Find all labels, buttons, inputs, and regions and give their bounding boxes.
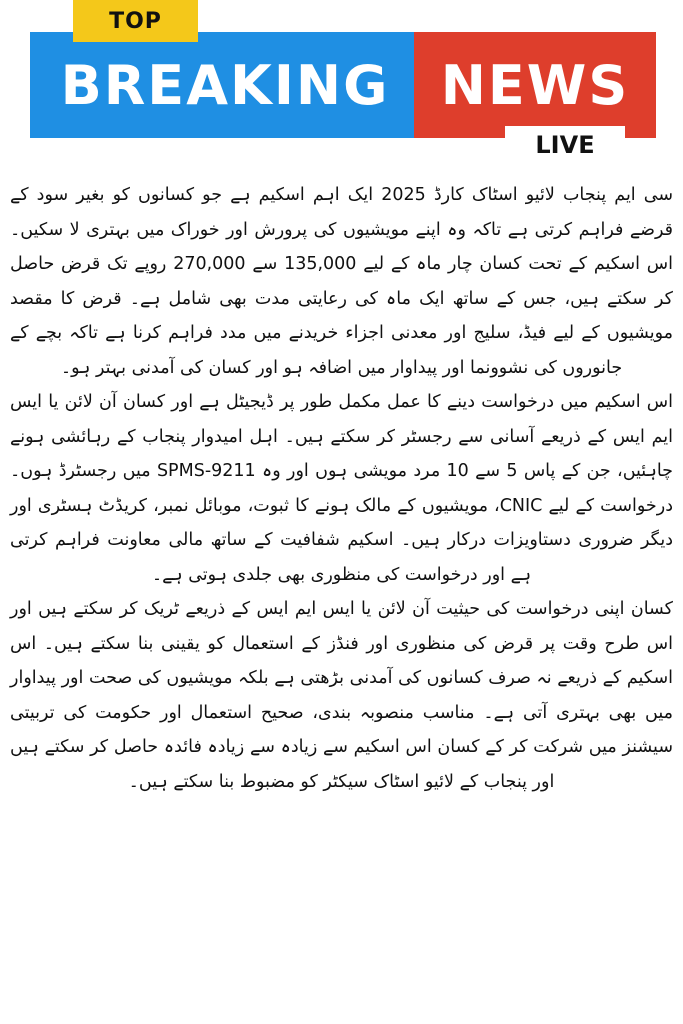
news-label: NEWS [440, 53, 630, 117]
article-paragraph-1: سی ایم پنجاب لائیو اسٹاک کارڈ 2025 ایک اہم اسکیم ہے جو کسانوں کو بغیر سود کے قرضے فراہم کرتی ہے تاکہ وہ اپنے مویشیوں کی پرورش اور خوراک میں بہتری لا سکیں۔ اس اسکیم کے تحت کسان چار ماہ کے لیے 135,000 سے 270,000 روپے تک قرض حاصل کر سکتے ہیں، جس کے ساتھ ایک ماہ کی رعایتی مدت بھی شامل ہے۔ قرض کا مقصد مویشیوں کے لیے فیڈ، سلیج اور معدنی اجزاء خریدنے میں مدد فراہم کرنا ہے تاکہ بچے کے جانوروں کی نشوونما اور پیداوار میں اضافہ ہو اور کسان کی آمدنی بہتر ہو۔ [10, 185, 674, 378]
live-label: LIVE [535, 131, 595, 159]
breaking-bar [30, 32, 420, 138]
top-label: TOP [109, 8, 162, 34]
top-tab [73, 0, 198, 42]
article-body [10, 178, 673, 799]
article-paragraph-3: کسان اپنی درخواست کی حیثیت آن لائن یا ایس ایم ایس کے ذریعے ٹریک کر سکتے ہیں اور اس طرح وقت پر قرض کی منظوری اور فنڈز کے استعمال کو یقینی بنا سکتے ہیں۔ اس اسکیم کے ذریعے نہ صرف کسانوں کی آمدنی بڑھتی ہے بلکہ مویشیوں کی صحت اور پیداوار میں بھی بہتری آتی ہے۔ مناسب منصوبہ بندی، صحیح استعمال اور حکومت کی تربیتی سیشنز میں شرکت کر کے کسان اس اسکیم سے زیادہ سے زیادہ فائدہ حاصل کر سکتے ہیں اور پنجاب کے لائیو اسٹاک سیکٹر کو مضبوط بنا سکتے ہیں۔ [10, 599, 673, 792]
article-paragraph-2: اس اسکیم میں درخواست دینے کا عمل مکمل طور پر ڈیجیٹل ہے اور کسان آن لائن یا ایس ایم ایس کے ذریعے آسانی سے رجسٹر کر سکتے ہیں۔ اہل امیدوار پنجاب کے رہائشی ہونے چاہئیں، جن کے پاس 5 سے 10 مرد مویشی ہوں اور وہ SPMS-9211 میں رجسٹرڈ ہوں۔ درخواست کے لیے CNIC، مویشیوں کے مالک ہونے کا ثبوت، موبائل نمبر، کریڈٹ ہسٹری اور دیگر ضروری دستاویزات درکار ہیں۔ اسکیم شفافیت کے ساتھ مالی معاونت فراہم کرتی ہے اور درخواست کی منظوری بھی جلدی ہوتی ہے۔ [10, 392, 673, 585]
breaking-label: BREAKING [60, 53, 390, 117]
news-bar [414, 32, 656, 138]
top-breaking-news-live-banner [0, 0, 683, 170]
live-tab [505, 126, 625, 164]
